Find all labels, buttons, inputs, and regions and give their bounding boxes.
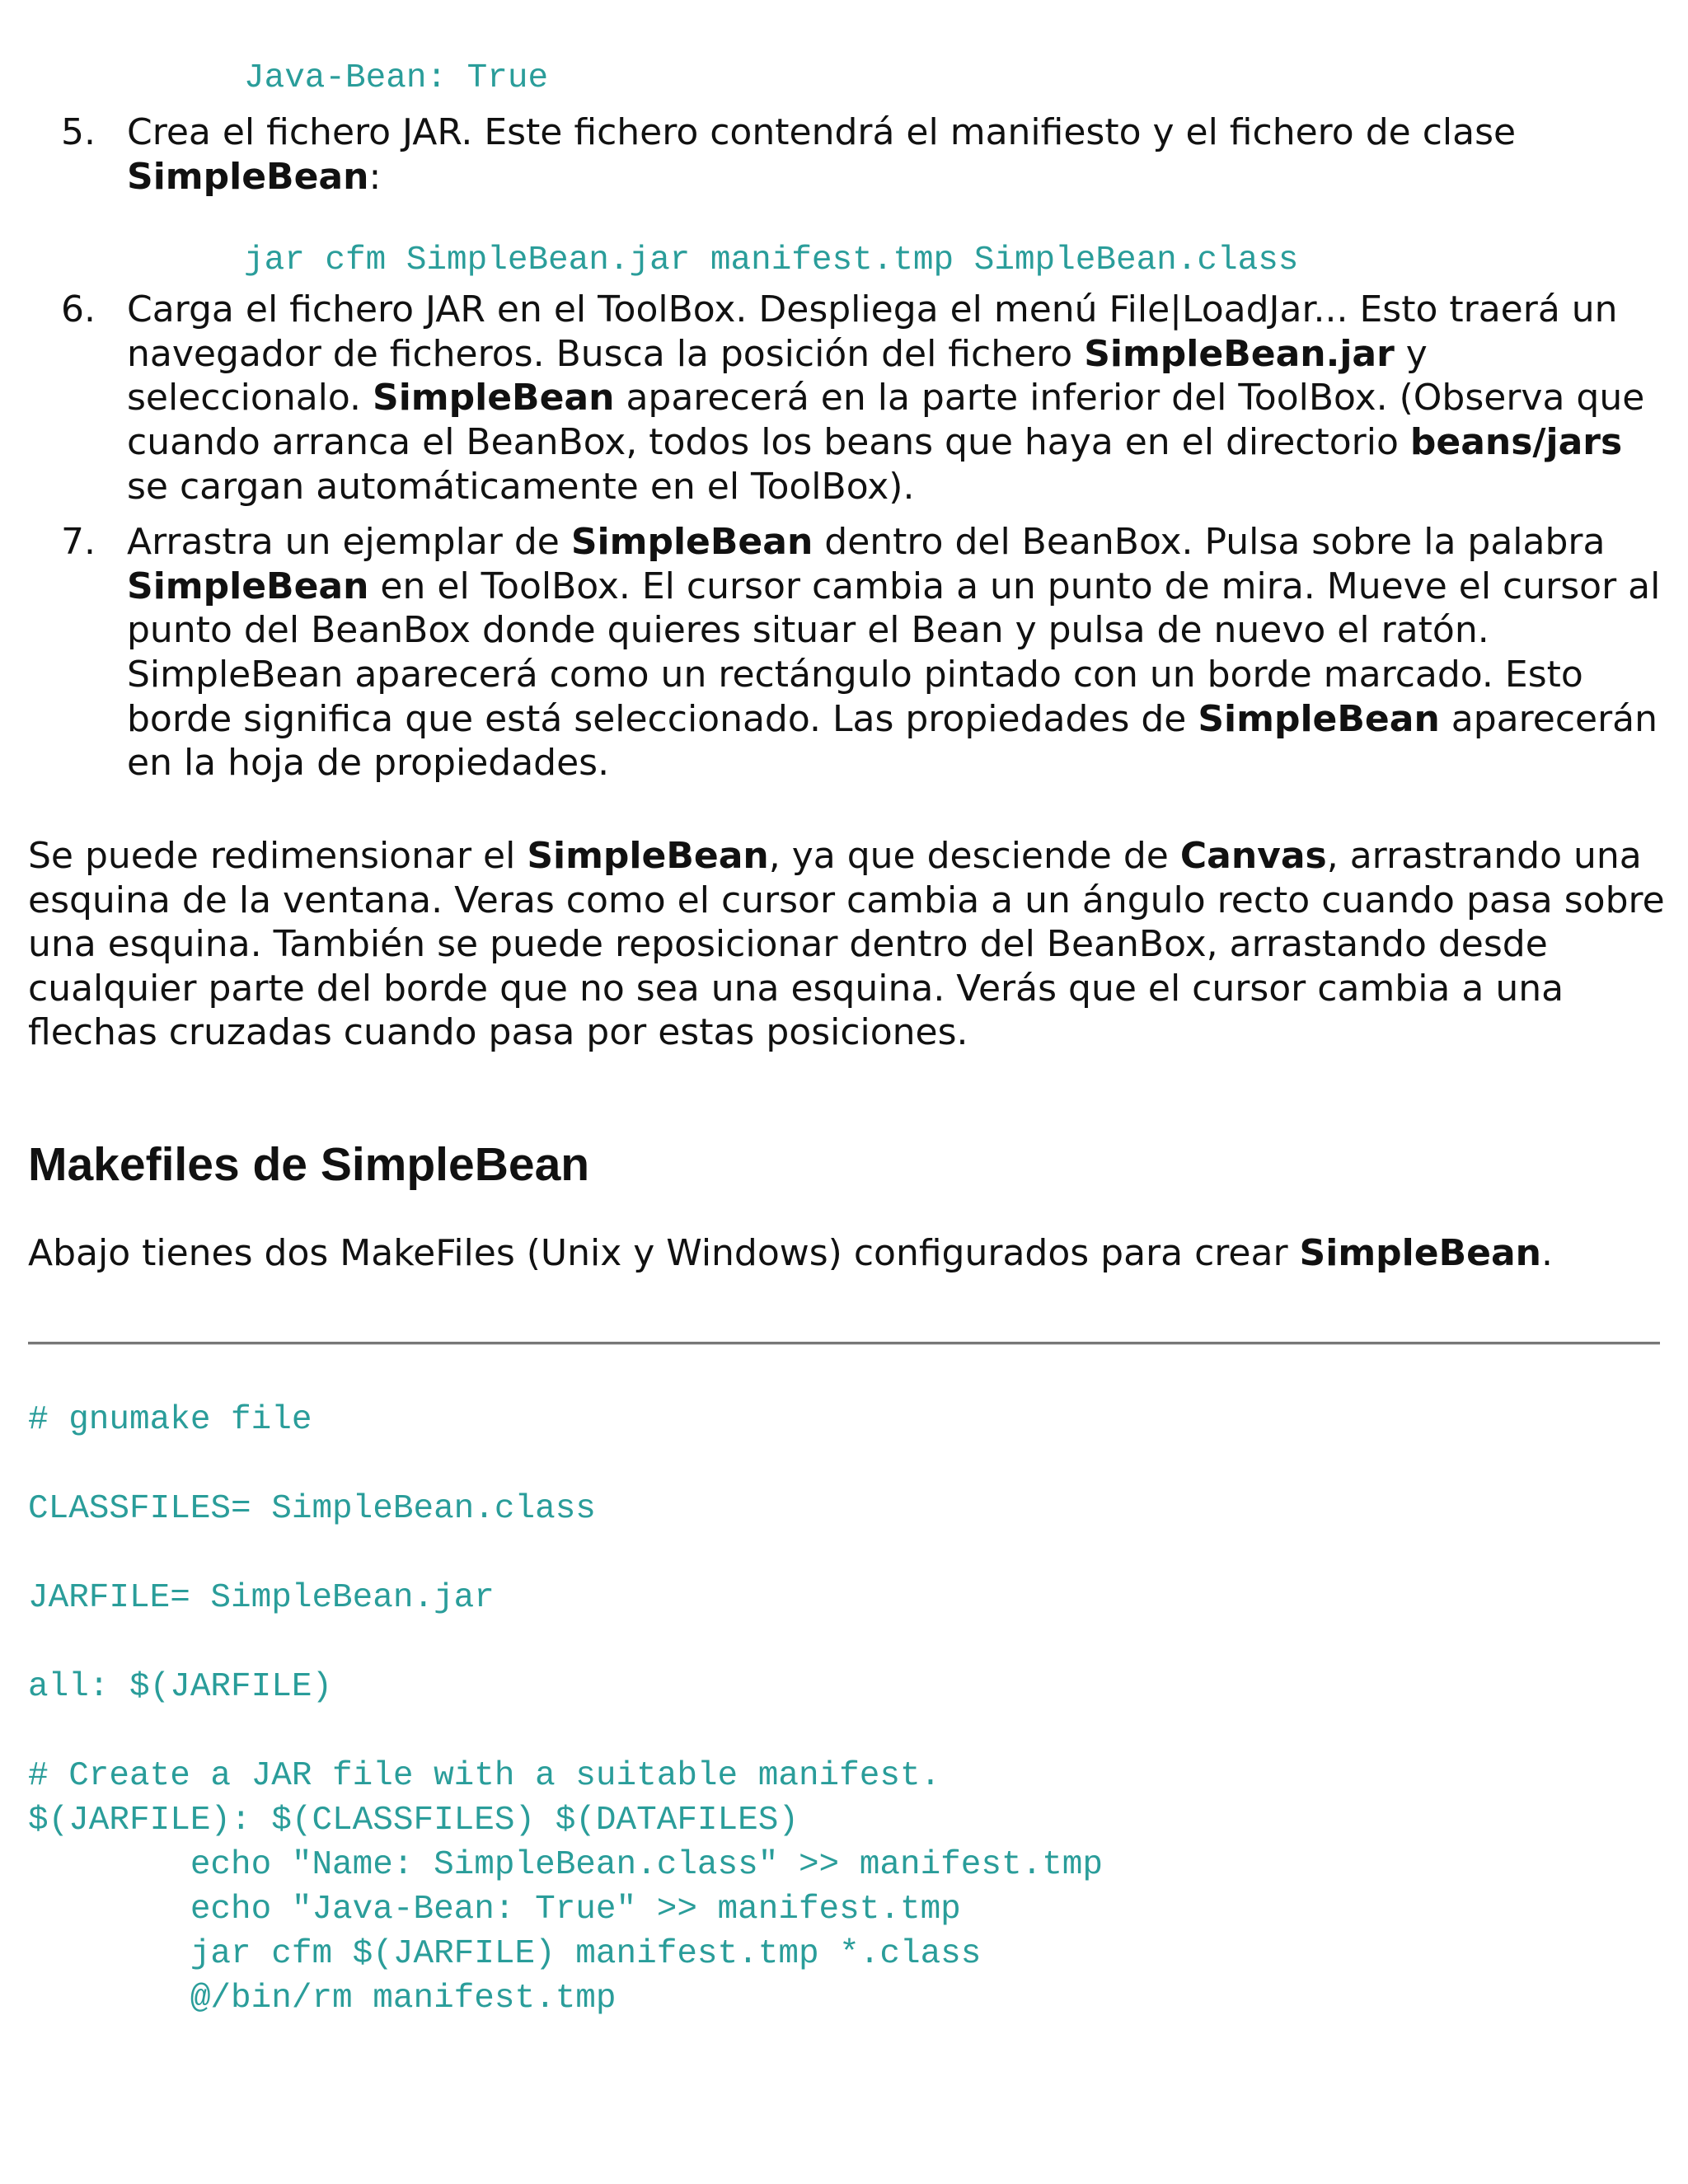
steps-list: [0, 110, 1665, 785]
step-text: se cargan automáticamente en el ToolBox).: [127, 465, 915, 508]
step-bold: SimpleBean: [570, 521, 814, 564]
step-bold: SimpleBean.jar: [1084, 332, 1395, 375]
step-text: en el ToolBox. El cursor cambia a un punto de mira. Mueve el cursor al punto del BeanBox donde quieres situar el Bean y pulsa de nuevo el ratón. SimpleBean aparecerá como un rectángulo pintado con un borde marcado. Esto borde significa que está seleccionado. Las propiedades de: [127, 565, 1661, 740]
horizontal-divider: [28, 1342, 1660, 1345]
paragraph-text: , ya que desciende de: [768, 835, 1180, 877]
step-text: aparecerá en la parte inferior del ToolBox. (Observa que cuando arranca el BeanBox, todos los beans que haya en el directorio: [127, 377, 1645, 463]
paragraph-bold: SimpleBean: [1299, 1232, 1541, 1274]
step-bold: SimpleBean: [1198, 697, 1440, 740]
resize-paragraph: [28, 834, 1668, 1055]
step-bold: beans/jars: [1409, 420, 1623, 463]
paragraph-bold: SimpleBean: [527, 835, 769, 877]
step-text: dentro del BeanBox. Pulsa sobre la palabra: [813, 521, 1606, 564]
manifest-code-line: Java-Bean: True: [244, 59, 549, 97]
jar-command-code: jar cfm SimpleBean.jar manifest.tmp SimpleBean.class: [244, 241, 1299, 280]
list-item: [0, 520, 1665, 785]
makefiles-paragraph: [28, 1231, 1668, 1276]
step-number: 7.: [61, 521, 96, 564]
step-text: aparecerán en la hoja de propiedades.: [127, 697, 1658, 785]
step-text: Carga el fichero JAR en el ToolBox. Despliega el menú File|LoadJar... Esto traerá un navegador de ficheros. Busca la posición del fichero: [127, 288, 1618, 375]
step-number: 5.: [61, 111, 96, 153]
step-number: 6.: [61, 288, 96, 331]
step-text: :: [368, 155, 382, 198]
paragraph-text: Abajo tienes dos MakeFiles (Unix y Windows) configurados para crear: [28, 1232, 1300, 1274]
gnumake-code-block: # gnumake file CLASSFILES= SimpleBean.class JARFILE= SimpleBean.jar all: $(JARFILE) # Create a JAR file with a suitable manifest. $(JARFILE): $(CLASSFILES) $(DATAFILES) echo "Name: SimpleBean.class" >> manifest.tmp echo "Java-Bean: True" >> manifest.tmp jar cfm $(JARFILE) manifest.tmp *.class @/bin/rm manifest.tmp: [28, 1401, 1104, 2018]
step-text: y seleccionalo.: [127, 332, 1428, 419]
step-bold: SimpleBean: [127, 155, 369, 198]
paragraph-text: Se puede redimensionar el: [28, 835, 528, 877]
step-bold: SimpleBean: [127, 565, 369, 607]
section-heading: Makefiles de SimpleBean: [28, 1138, 590, 1191]
list-spacer: [0, 509, 1665, 520]
list-item: [0, 110, 1665, 283]
step-text: Arrastra un ejemplar de: [127, 521, 571, 564]
step-bold: SimpleBean: [373, 377, 615, 419]
paragraph-text: , arrastrando una esquina de la ventana. Veras como el cursor cambia a un ángulo recto cuando pasa sobre una esquina. También se puede reposicionar dentro del BeanBox, arrastando desde cualquier parte del borde que no sea una esquina. Verás que el cursor cambia a una flechas cruzadas cuando pasa por estas posiciones.: [28, 835, 1665, 1054]
list-item: [0, 288, 1665, 509]
paragraph-text: .: [1540, 1232, 1553, 1274]
step-text: Crea el fichero JAR. Este fichero contendrá el manifiesto y el fichero de clase: [127, 111, 1517, 153]
paragraph-bold: Canvas: [1179, 835, 1327, 877]
